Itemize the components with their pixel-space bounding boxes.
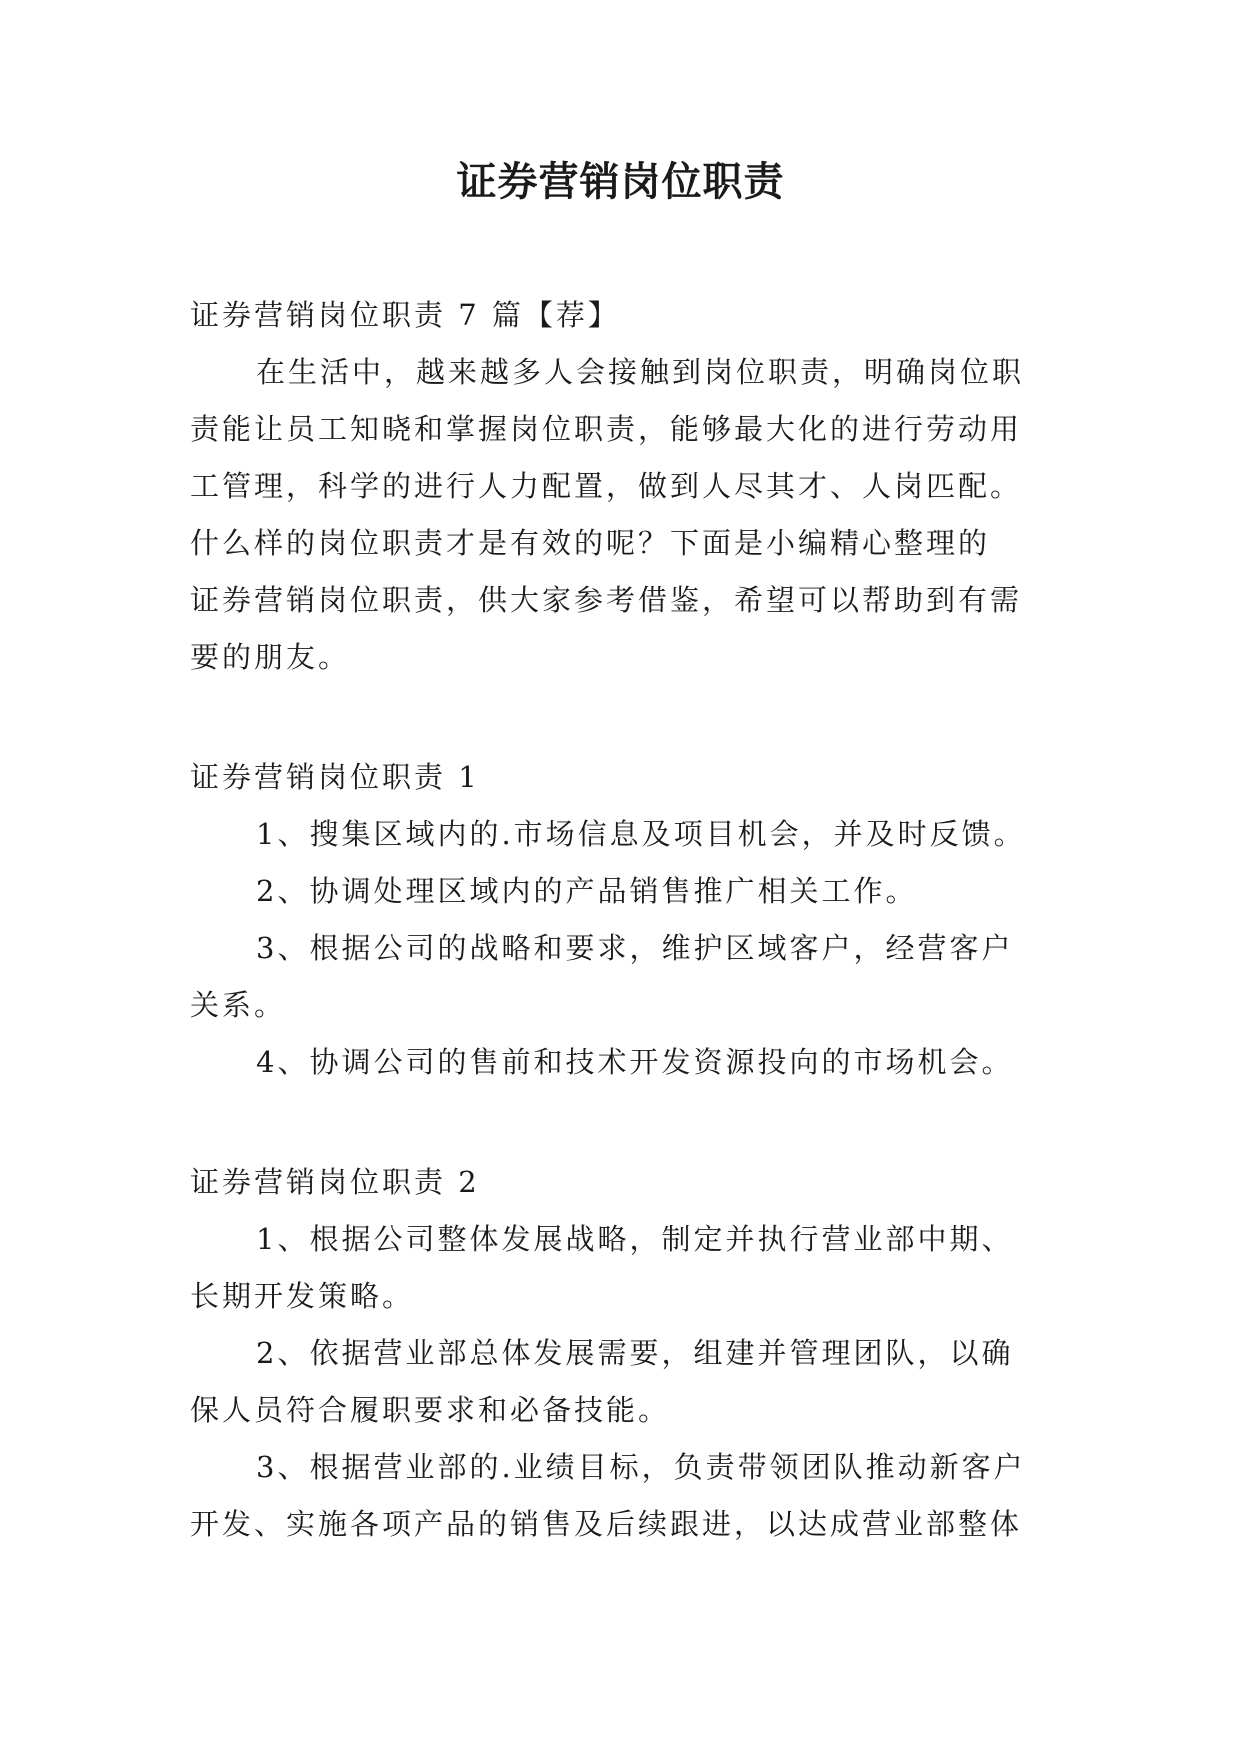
paragraph-line: 在生活中，越来越多人会接触到岗位职责，明确岗位职: [256, 355, 1025, 389]
list-item-continuation: 开发、实施各项产品的销售及后续跟进，以达成营业部整体: [190, 1507, 1023, 1541]
list-item: 1、根据公司整体发展战略，制定并执行营业部中期、: [256, 1222, 1014, 1256]
section-2: [190, 1154, 1090, 1553]
paragraph-line: 证券营销岗位职责，供大家参考借鉴，希望可以帮助到有需: [190, 583, 1023, 617]
list-item: 3、根据公司的战略和要求，维护区域客户，经营客户: [256, 931, 1014, 965]
document-body: [190, 287, 1090, 1553]
document-subtitle: 证券营销岗位职责 7 篇【荐】: [190, 298, 620, 332]
paragraph-line: 要的朋友。: [190, 640, 351, 674]
intro-paragraph: [190, 344, 1090, 686]
list-item: 3、根据营业部的.业绩目标，负责带领团队推动新客户: [256, 1450, 1026, 1484]
list-item-continuation: 长期开发策略。: [190, 1279, 415, 1313]
paragraph-line: 责能让员工知晓和掌握岗位职责，能够最大化的进行劳动用: [190, 412, 1023, 446]
section-heading: 证券营销岗位职责 1: [190, 760, 480, 794]
list-item: 4、协调公司的售前和技术开发资源投向的市场机会。: [256, 1045, 1014, 1079]
list-item: 2、协调处理区域内的产品销售推广相关工作。: [256, 874, 918, 908]
section-gap: [190, 1091, 1090, 1154]
document-title: 证券营销岗位职责: [456, 158, 785, 205]
section-1: [190, 749, 1090, 1091]
list-item: 2、依据营业部总体发展需要，组建并管理团队，以确: [256, 1336, 1014, 1370]
paragraph-line: 工管理，科学的进行人力配置，做到人尽其才、人岗匹配。: [190, 469, 1023, 503]
list-item-continuation: 关系。: [190, 988, 287, 1022]
paragraph-line: 什么样的岗位职责才是有效的呢？下面是小编精心整理的: [190, 526, 991, 560]
section-gap: [190, 686, 1090, 749]
list-item: 1、搜集区域内的.市场信息及项目机会，并及时反馈。: [256, 817, 1026, 851]
section-heading: 证券营销岗位职责 2: [190, 1165, 480, 1199]
list-item-continuation: 保人员符合履职要求和必备技能。: [190, 1393, 671, 1427]
